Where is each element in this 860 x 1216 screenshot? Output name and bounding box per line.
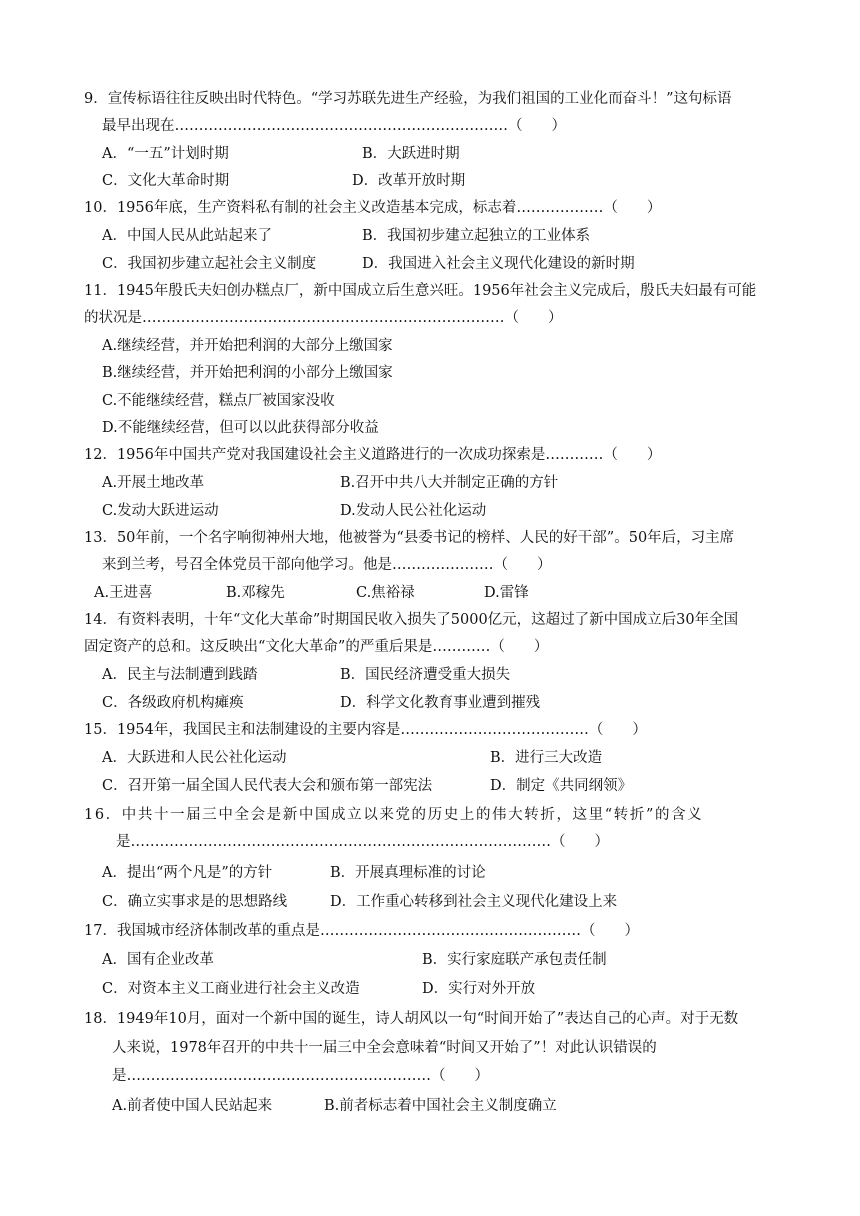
q15-option-a: A．大跃进和人民公社化运动 [102,750,287,766]
q18-stem-line2: 人来说，1978年召开的中共十一届三中全会意味着“时间又开始了”！对此认识错误的 [112,1040,657,1056]
q13-stem-line2: 来到兰考，号召全体党员干部向他学习。他是…………………（ ） [102,557,552,573]
q12-option-b: B.召开中共八大并制定正确的方针 [340,475,559,491]
q12-option-d: D.发动人民公社化运动 [340,503,487,519]
q10-option-d: D．我国进入社会主义现代化建设的新时期 [362,256,635,272]
q11-stem-line1: 11．1945年殷氏夫妇创办糕点厂，新中国成立后生意兴旺。1956年社会主义完成后，殷氏夫妇最有可能 [84,283,757,299]
q16-stem-line1: 16．中共十一届三中全会是新中国成立以来党的历史上的伟大转折，这里“转折”的含义 [84,807,704,823]
q18-option-b: B.前者标志着中国社会主义制度确立 [324,1098,557,1114]
q17-stem-line1: 17．我国城市经济体制改革的重点是………………………………………………（ ） [84,923,639,939]
q18-option-a: A.前者使中国人民站起来 [112,1098,273,1114]
q14-option-a: A．民主与法制遭到践踏 [102,667,258,683]
q15-option-c: C．召开第一届全国人民代表大会和颁布第一部宪法 [102,778,433,794]
q14-stem-line1: 14．有资料表明，十年“文化大革命”时期国民收入损失了5000亿元，这超过了新中国成立后30年全国 [84,612,739,628]
q9-stem-line1: 9．宣传标语往往反映出时代特色。“学习苏联先进生产经验，为我们祖国的工业化而奋斗！”这句标语 [84,91,732,107]
q18-stem-line3: 是………………………………………………………（ ） [112,1068,489,1084]
q11-option-d: D.不能继续经营，但可以以此获得部分收益 [102,420,379,436]
q9-option-c: C．文化大革命时期 [102,173,230,189]
q11-stem-line2: 的状况是…………………………………………………………………（ ） [84,310,563,326]
q15-stem-line1: 15．1954年，我国民主和法制建设的主要内容是…………………………………（ ） [84,722,647,738]
q12-stem-line1: 12．1956年中国共产党对我国建设社会主义道路进行的一次成功探索是…………（ ） [84,447,662,463]
q15-option-d: D．制定《共同纲领》 [490,778,633,794]
q10-stem-line1: 10．1956年底，生产资料私有制的社会主义改造基本完成，标志着………………（ ） [84,200,662,216]
q11-option-c: C.不能继续经营，糕点厂被国家没收 [102,393,335,409]
q16-option-c: C．确立实事求是的思想路线 [102,894,288,910]
q16-stem-line2: 是……………………………………………………………………………（ ） [116,834,609,850]
q17-option-a: A．国有企业改革 [102,952,214,968]
q17-option-b: B．实行家庭联产承包责任制 [422,952,607,968]
q12-option-a: A.开展土地改革 [102,475,205,491]
q9-stem-line2: 最早出现在……………………………………………………………（ ） [102,118,566,134]
q9-option-d: D．改革开放时期 [352,173,466,189]
q16-option-d: D．工作重心转移到社会主义现代化建设上来 [330,894,618,910]
q9-option-a: A．“一五”计划时期 [102,146,229,162]
q16-option-b: B．开展真理标准的讨论 [330,865,486,881]
q13-stem-line1: 13．50年前，一个名字响彻神州大地，他被誉为“县委书记的榜样、人民的好干部”。50年后，习主席 [84,530,735,546]
q10-option-b: B．我国初步建立起独立的工业体系 [362,228,591,244]
q18-stem-line1: 18．1949年10月，面对一个新中国的诞生，诗人胡风以一句“时间开始了”表达自己的心声。对于无数 [84,1011,739,1027]
q9-option-b: B．大跃进时期 [362,146,460,162]
q13-option-b: B.邓稼先 [226,585,285,601]
q14-option-b: B．国民经济遭受重大损失 [340,667,511,683]
q10-option-a: A．中国人民从此站起来了 [102,228,272,244]
q17-option-d: D．实行对外开放 [422,981,536,997]
q13-option-d: D.雷锋 [484,585,529,601]
q12-option-c: C.发动大跃进运动 [102,503,219,519]
q11-option-b: B.继续经营，并开始把利润的小部分上缴国家 [102,365,393,381]
q11-option-a: A.继续经营，并开始把利润的大部分上缴国家 [102,338,393,354]
q13-option-a: A.王进喜 [94,585,153,601]
q14-option-c: C．各级政府机构瘫痪 [102,695,244,711]
q15-option-b: B．进行三大改造 [490,750,603,766]
q10-option-c: C．我国初步建立起社会主义制度 [102,256,317,272]
q14-option-d: D．科学文化教育事业遭到摧残 [340,695,541,711]
q17-option-c: C．对资本主义工商业进行社会主义改造 [102,981,360,997]
q16-option-a: A．提出“两个凡是”的方针 [102,865,273,881]
q14-stem-line2: 固定资产的总和。这反映出“文化大革命”的严重后果是…………（ ） [84,639,549,655]
q13-option-c: C.焦裕禄 [356,585,415,601]
